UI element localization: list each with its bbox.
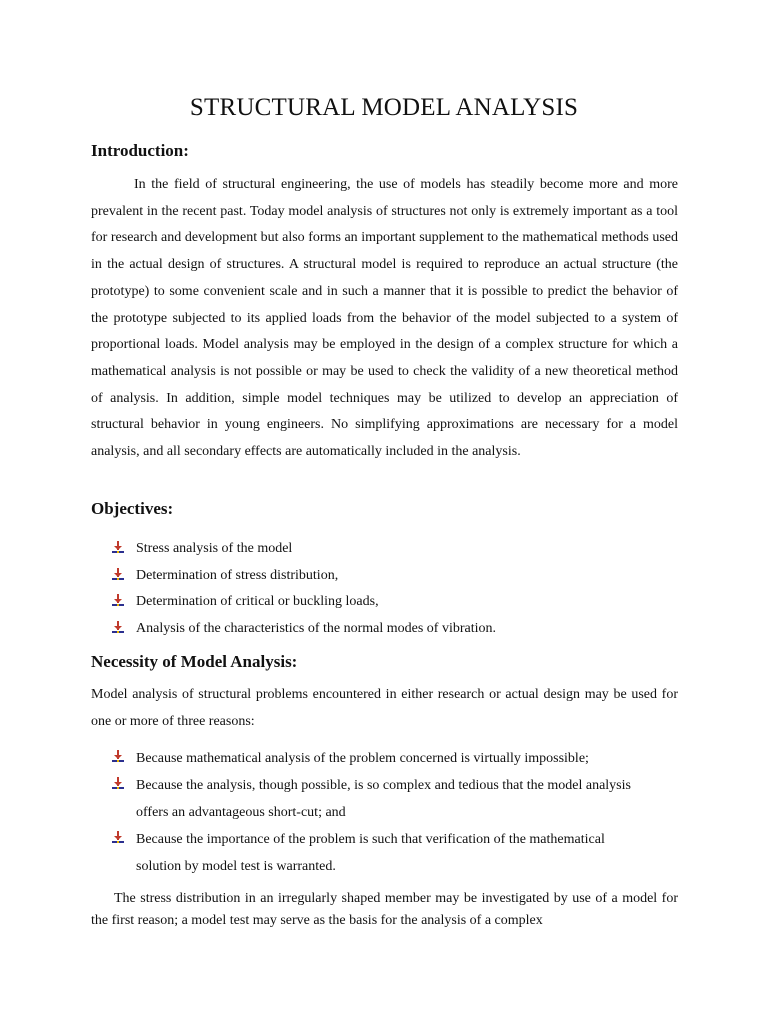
list-item bbox=[112, 826, 672, 880]
arrow-bullet-icon bbox=[112, 541, 124, 553]
objective-item-text: Analysis of the characteristics of the normal modes of vibration. bbox=[136, 621, 497, 637]
list-item bbox=[112, 745, 672, 772]
necessity-item-text: Because the importance of the problem is such that verification of the mathematical solution by model test is warranted. bbox=[136, 832, 605, 874]
list-item bbox=[112, 563, 672, 590]
necessity-item-text: Because mathematical analysis of the problem concerned is virtually impossible; bbox=[136, 751, 589, 766]
list-item bbox=[112, 772, 672, 826]
objectives-heading: Objectives: bbox=[91, 499, 174, 518]
objective-item-text: Determination of critical or buckling loads, bbox=[136, 594, 379, 610]
arrow-bullet-icon bbox=[112, 831, 124, 843]
closing-paragraph: The stress distribution in an irregularly shaped member may be investigated by use of a model for the first reason; a model test may serve as the basis for the analysis of a complex bbox=[91, 891, 678, 928]
introduction-paragraph: In the field of structural engineering, the use of models has steadily become more and more prevalent in the recent past. Today model analysis of structures not only is extremely important as a tool for research and development but also forms an important supplement to the mathematical methods used in the actual design of structures. A structural model is required to reproduce an actual structure (the prototype) to some convenient scale and in such a manner that it is possible to predict the behavior of the prototype subjected to its applied loads from the behavior of the model subjected to a system of proportional loads. Model analysis may be employed in the design of a complex structure for which a mathematical analysis is not possible or may be used to check the validity of a new theoretical method of analysis. In addition, simple model techniques may be utilized to develop an appreciation of structural behavior in young engineers. No simplifying approximations are necessary for a model analysis, and all secondary effects are automatically included in the analysis. bbox=[91, 177, 678, 460]
objective-item-text: Determination of stress distribution, bbox=[136, 567, 339, 583]
arrow-bullet-icon bbox=[112, 568, 124, 580]
introduction-heading: Introduction: bbox=[91, 141, 189, 160]
necessity-paragraph: Model analysis of structural problems encountered in either research or actual design may be used for one or more of three reasons: bbox=[91, 687, 678, 729]
list-item bbox=[112, 616, 672, 643]
necessity-list bbox=[112, 745, 672, 880]
document-title: STRUCTURAL MODEL ANALYSIS bbox=[189, 94, 579, 121]
objectives-list bbox=[112, 536, 672, 643]
necessity-item-text: Because the analysis, though possible, is so complex and tedious that the model analysis offers an advantageous short-cut; and bbox=[136, 778, 631, 820]
arrow-bullet-icon bbox=[112, 621, 124, 633]
necessity-heading: Necessity of Model Analysis: bbox=[91, 652, 298, 671]
arrow-bullet-icon bbox=[112, 750, 124, 762]
list-item bbox=[112, 589, 672, 616]
arrow-bullet-icon bbox=[112, 777, 124, 789]
arrow-bullet-icon bbox=[112, 594, 124, 606]
objective-item-text: Stress analysis of the model bbox=[136, 541, 293, 556]
list-item bbox=[112, 536, 672, 563]
